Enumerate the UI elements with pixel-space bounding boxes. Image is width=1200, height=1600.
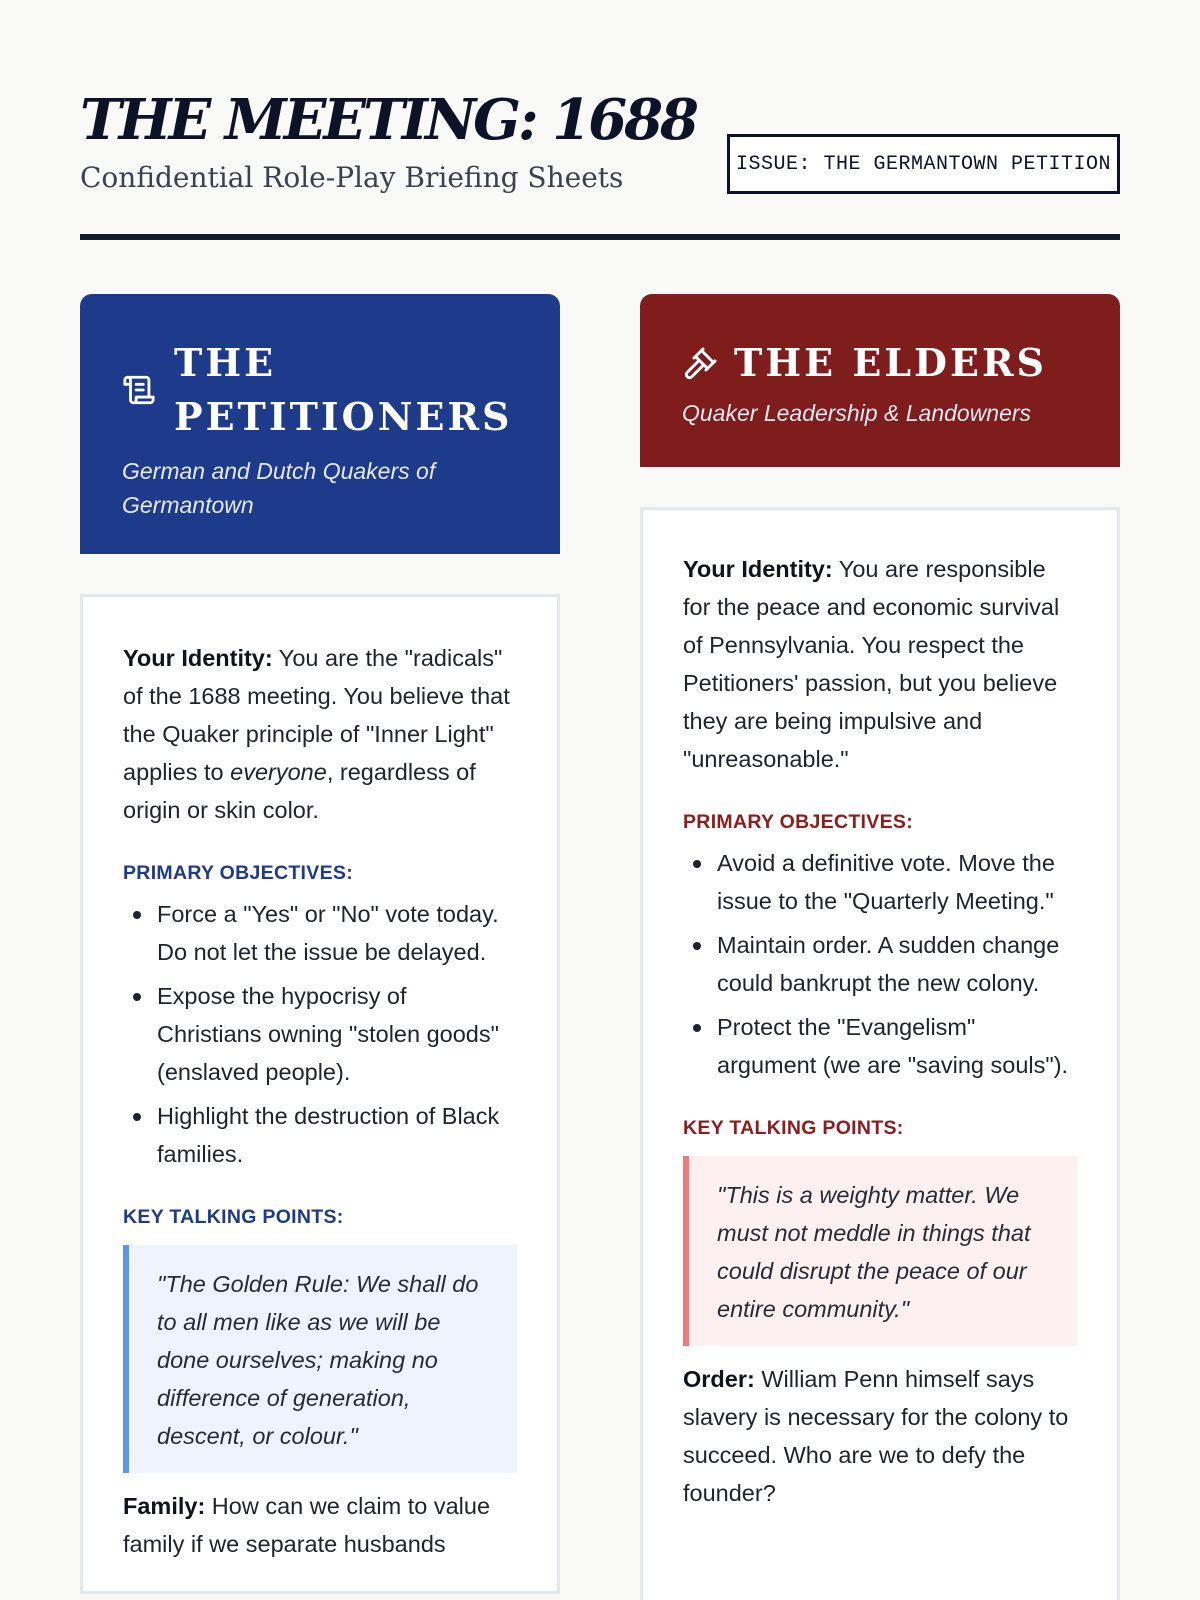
- objectives-heading: PRIMARY OBJECTIVES:: [683, 811, 913, 833]
- issue-badge: ISSUE: THE GERMANTOWN PETITION: [727, 134, 1120, 194]
- scroll-icon: [122, 373, 156, 407]
- talking-points-heading: KEY TALKING POINTS:: [123, 1206, 344, 1228]
- point-text: How can we claim to value family if we separate husbands: [123, 1493, 491, 1557]
- petitioners-title: THE PETITIONERS: [174, 340, 513, 439]
- petitioners-quote: "The Golden Rule: We shall do to all men like as we will be done ourselves; making no difference of generation, descent, or colour.": [123, 1245, 517, 1473]
- list-item: Highlight the destruction of Black families.: [123, 1097, 517, 1173]
- page-title: THE MEETING: 1688: [80, 87, 697, 153]
- elders-identity: [683, 550, 1077, 778]
- header-divider: [80, 234, 1120, 240]
- elders-quote: "This is a weighty matter. We must not meddle in things that could disrupt the peace of our entire community.": [683, 1156, 1077, 1346]
- elders-banner: [640, 294, 1120, 467]
- elders-subtitle: Quaker Leadership & Landowners: [682, 400, 1032, 426]
- point-label: Family:: [123, 1493, 206, 1519]
- identity-text-end: , regardless of origin or skin color.: [123, 759, 476, 823]
- petitioners-identity: [123, 639, 517, 829]
- objectives-list: [123, 895, 517, 1173]
- objectives-heading: PRIMARY OBJECTIVES:: [123, 862, 353, 884]
- point-text: William Penn himself says slavery is necessary for the colony to succeed. Who are we to defy the founder?: [683, 1366, 1069, 1506]
- list-item: Force a "Yes" or "No" vote today. Do not let the issue be delayed.: [123, 895, 517, 971]
- point-label: Order:: [683, 1366, 755, 1392]
- list-item: Avoid a definitive vote. Move the issue to the "Quarterly Meeting.": [683, 844, 1077, 920]
- identity-label: Your Identity:: [123, 645, 273, 671]
- talking-points-heading: KEY TALKING POINTS:: [683, 1117, 904, 1139]
- identity-text: You are the "radicals" of the 1688 meeting. You believe that the Quaker principle of "Inner Light" applies to: [123, 645, 510, 785]
- family-point: [123, 1487, 517, 1563]
- petitioners-column: [80, 294, 560, 1594]
- petitioners-subtitle: German and Dutch Quakers of Germantown: [122, 458, 436, 518]
- page-header: [80, 80, 1120, 240]
- list-item: Protect the "Evangelism" argument (we are "saving souls").: [683, 1008, 1077, 1084]
- page-subtitle: Confidential Role-Play Briefing Sheets: [80, 161, 624, 194]
- elders-title: THE ELDERS: [734, 340, 1047, 385]
- elders-card: [640, 507, 1120, 1600]
- list-item: Maintain order. A sudden change could bankrupt the new colony.: [683, 926, 1077, 1002]
- petitioners-card: [80, 594, 560, 1594]
- objectives-list: [683, 844, 1077, 1084]
- identity-text: You are responsible for the peace and economic survival of Pennsylvania. You respect the Petitioners' passion, but you believe they are being impulsive and "unreasonable.": [683, 556, 1060, 772]
- order-point: [683, 1360, 1077, 1512]
- identity-emphasis: everyone: [230, 759, 327, 785]
- identity-label: Your Identity:: [683, 556, 833, 582]
- list-item: Expose the hypocrisy of Christians owning "stolen goods" (enslaved people).: [123, 977, 517, 1091]
- gavel-icon: [682, 346, 716, 380]
- elders-column: [640, 294, 1120, 1600]
- petitioners-banner: [80, 294, 560, 554]
